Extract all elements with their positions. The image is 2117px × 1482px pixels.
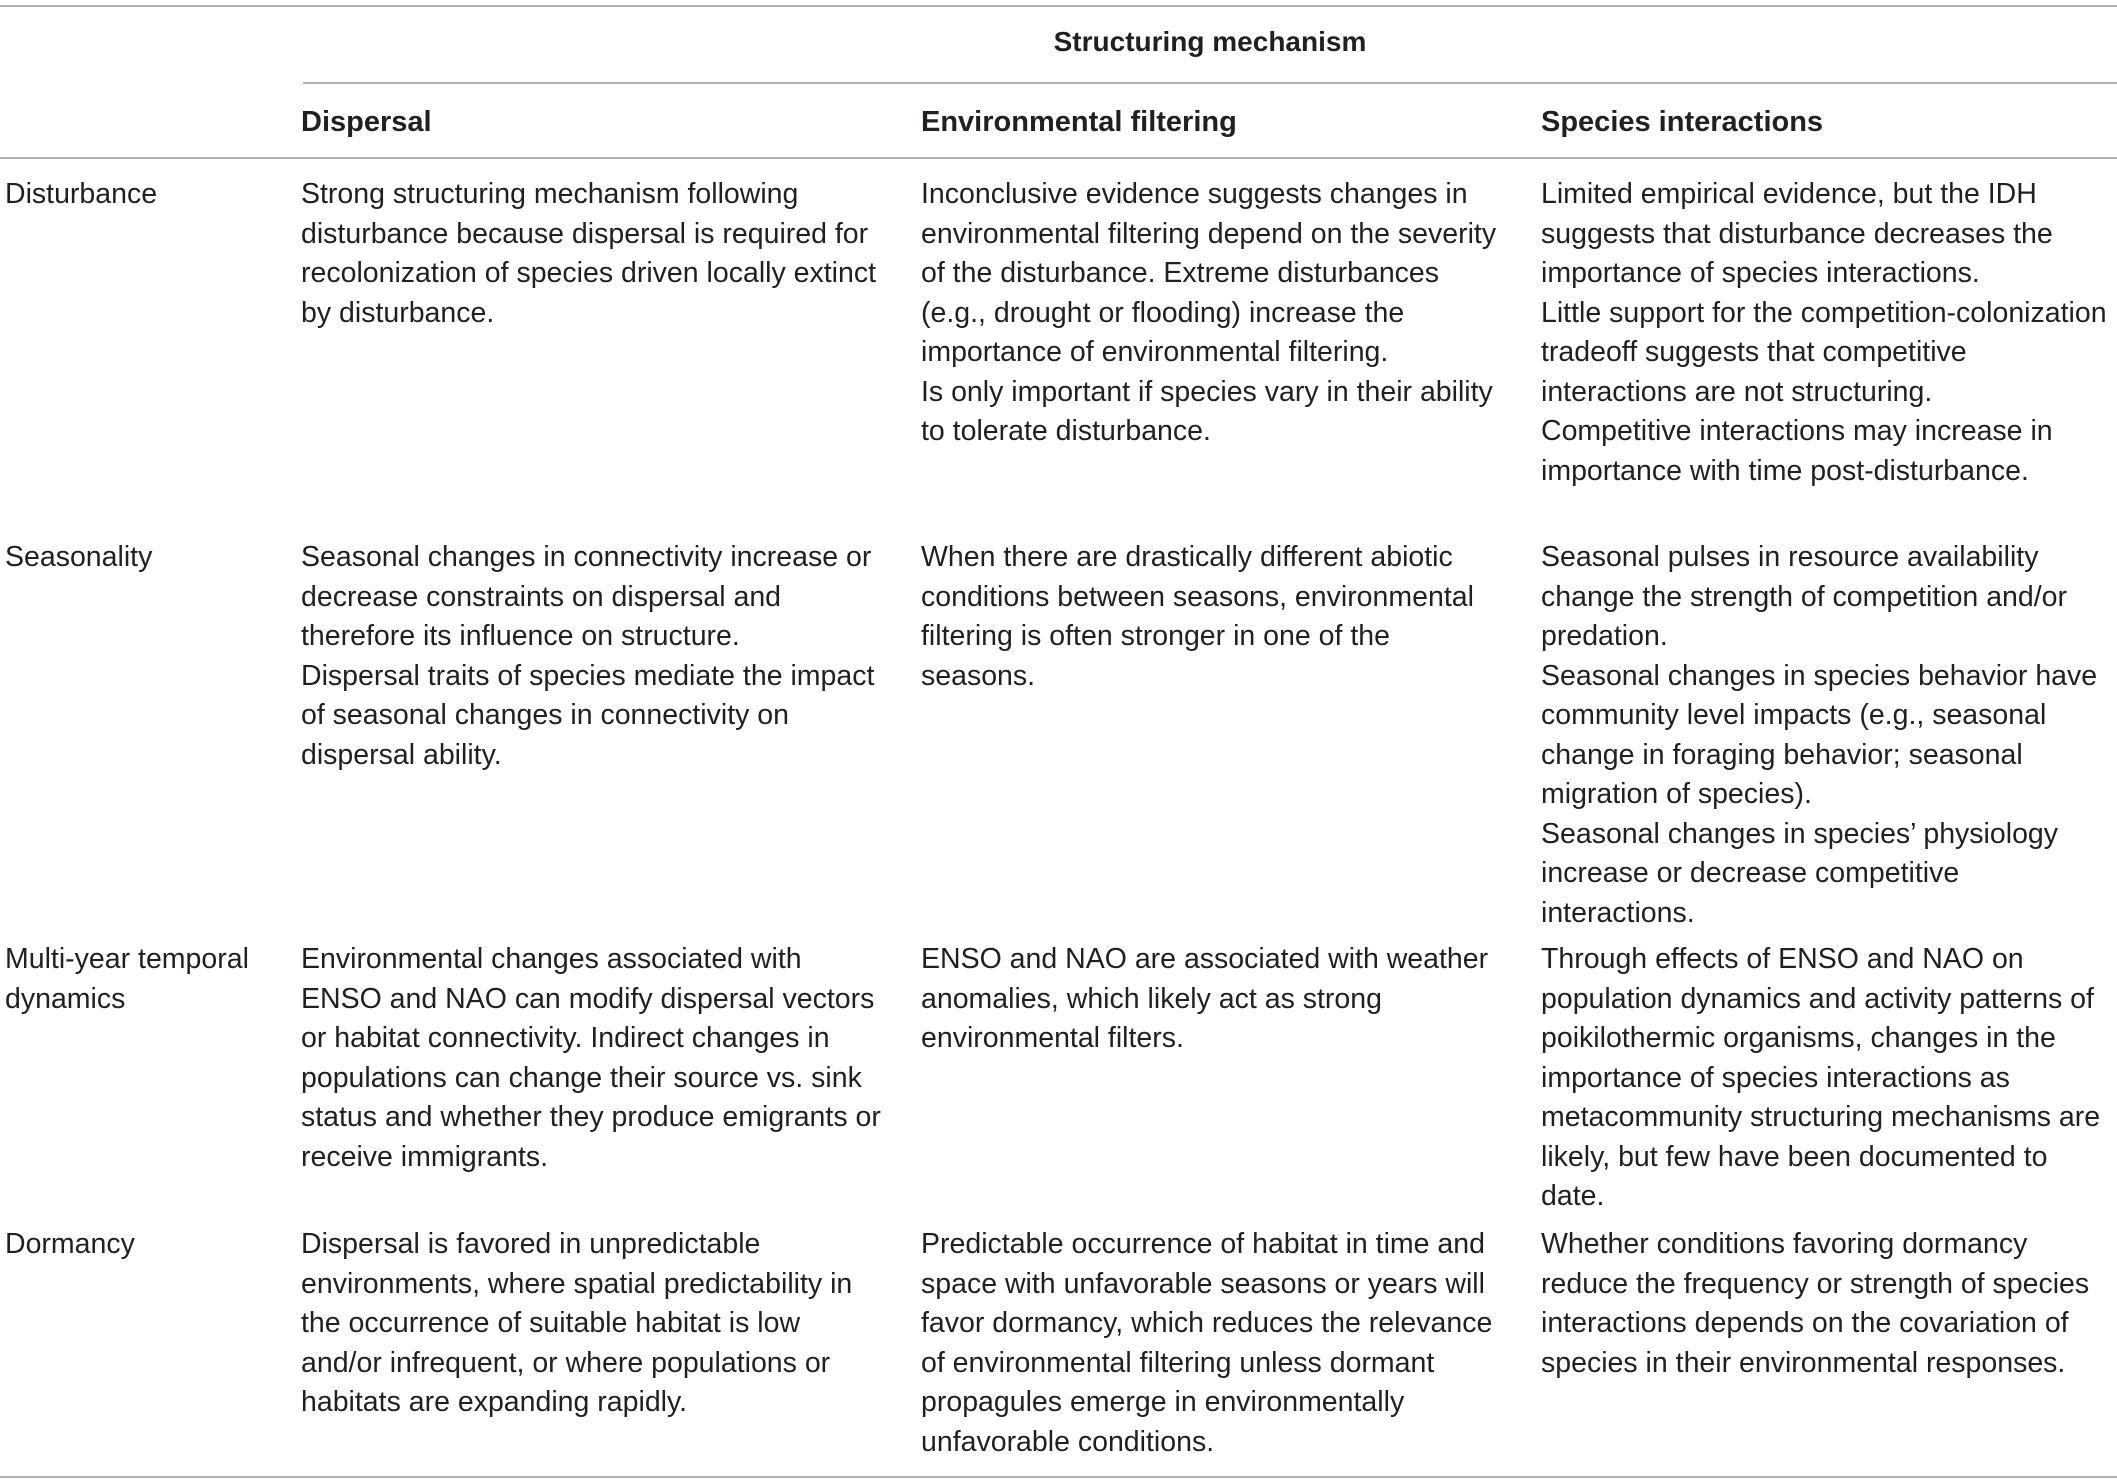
cell-paragraph: Dispersal is favored in unpredictable environments, where spatial predictability in the occurrence of suitable habitat is low and/or infrequent, or where populations or habitats are expanding rapidly. [301, 1228, 853, 1418]
cell-paragraph: Environmental changes associated with ENSO and NAO can modify dispersal vectors or habitat connectivity. Indirect changes in populations can change their source vs. sink status and whether they produce emigrants or receive immigrants. [301, 943, 881, 1173]
cell-dormancy-species-interactions [1541, 1225, 2117, 1383]
cell-disturbance-species-interactions [1541, 175, 2117, 491]
cell-dormancy-environmental-filtering [921, 1225, 1506, 1462]
row-label-disturbance: Disturbance [5, 178, 158, 210]
cell-paragraph: Is only important if species vary in their ability to tolerate disturbance. [921, 375, 1493, 447]
cell-paragraph: Seasonal pulses in resource availability change the strength of competition and/or predation. [1541, 541, 2068, 652]
row-label-dormancy: Dormancy [5, 1228, 135, 1260]
cell-seasonality-environmental-filtering [921, 538, 1506, 696]
column-header-dispersal: Dispersal [301, 106, 432, 138]
cell-multi-year-species-interactions [1541, 940, 2117, 1217]
cell-paragraph: Inconclusive evidence suggests changes in environmental filtering depend on the severity of the disturbance. Extreme disturbances (e.g., drought or flooding) increase the importance of environmental filtering. [921, 178, 1497, 368]
cell-paragraph: Seasonal changes in species behavior have community level impacts (e.g., seasonal change in foraging behavior; seasonal migration of species). [1541, 659, 2098, 810]
cell-seasonality-dispersal [301, 538, 886, 775]
cell-paragraph: Through effects of ENSO and NAO on population dynamics and activity patterns of poikilothermic organisms, changes in the importance of species interactions as metacommunity structuring mechanisms are likely, but few have been documented to date. [1541, 943, 2101, 1212]
cell-dormancy-dispersal [301, 1225, 886, 1423]
cell-paragraph: When there are drastically different abiotic conditions between seasons, environmental filtering is often stronger in one of the seasons. [921, 541, 1474, 692]
cell-paragraph: Limited empirical evidence, but the IDH suggests that disturbance decreases the importance of species interactions. [1541, 178, 2053, 289]
column-header-environmental-filtering: Environmental filtering [921, 106, 1237, 138]
row-label-seasonality: Seasonality [5, 541, 153, 573]
cell-seasonality-species-interactions [1541, 538, 2117, 933]
group-header-rule [303, 82, 2117, 84]
column-header-species-interactions: Species interactions [1541, 106, 1824, 138]
cell-paragraph: Whether conditions favoring dormancy reduce the frequency or strength of species interactions depends on the covariation of species in their environmental responses. [1541, 1228, 2090, 1379]
cell-paragraph: ENSO and NAO are associated with weather anomalies, which likely act as strong environmental filters. [921, 943, 1489, 1054]
cell-paragraph: Predictable occurrence of habitat in time and space with unfavorable seasons or years will favor dormancy, which reduces the relevance of environmental filtering unless dormant propagules emerge in environmentally unfavorable conditions. [921, 1228, 1493, 1458]
cell-paragraph: Strong structuring mechanism following disturbance because dispersal is required for recolonization of species driven locally extinct by disturbance. [301, 178, 877, 329]
cell-paragraph: Little support for the competition-colonization tradeoff suggests that competitive interactions are not structuring. [1541, 296, 2107, 408]
cell-disturbance-environmental-filtering [921, 175, 1506, 452]
cell-multi-year-dispersal [301, 940, 886, 1177]
bottom-rule [0, 1476, 2117, 1478]
cell-paragraph: Seasonal changes in species’ physiology increase or decrease competitive interactions. [1541, 817, 2059, 929]
row-label-multi-year-temporal-dynamics: Multi-year temporal dynamics [5, 943, 249, 1015]
cell-paragraph: Dispersal traits of species mediate the impact of seasonal changes in connectivity on dispersal ability. [301, 659, 875, 771]
cell-disturbance-dispersal [301, 175, 886, 333]
group-header: Structuring mechanism [1053, 26, 1367, 57]
cell-paragraph: Competitive interactions may increase in importance with time post-disturbance. [1541, 415, 2053, 487]
top-rule [0, 5, 2117, 7]
cell-multi-year-environmental-filtering [921, 940, 1506, 1059]
cell-paragraph: Seasonal changes in connectivity increase or decrease constraints on dispersal and therefore its influence on structure. [301, 541, 872, 652]
header-rule [0, 157, 2117, 159]
